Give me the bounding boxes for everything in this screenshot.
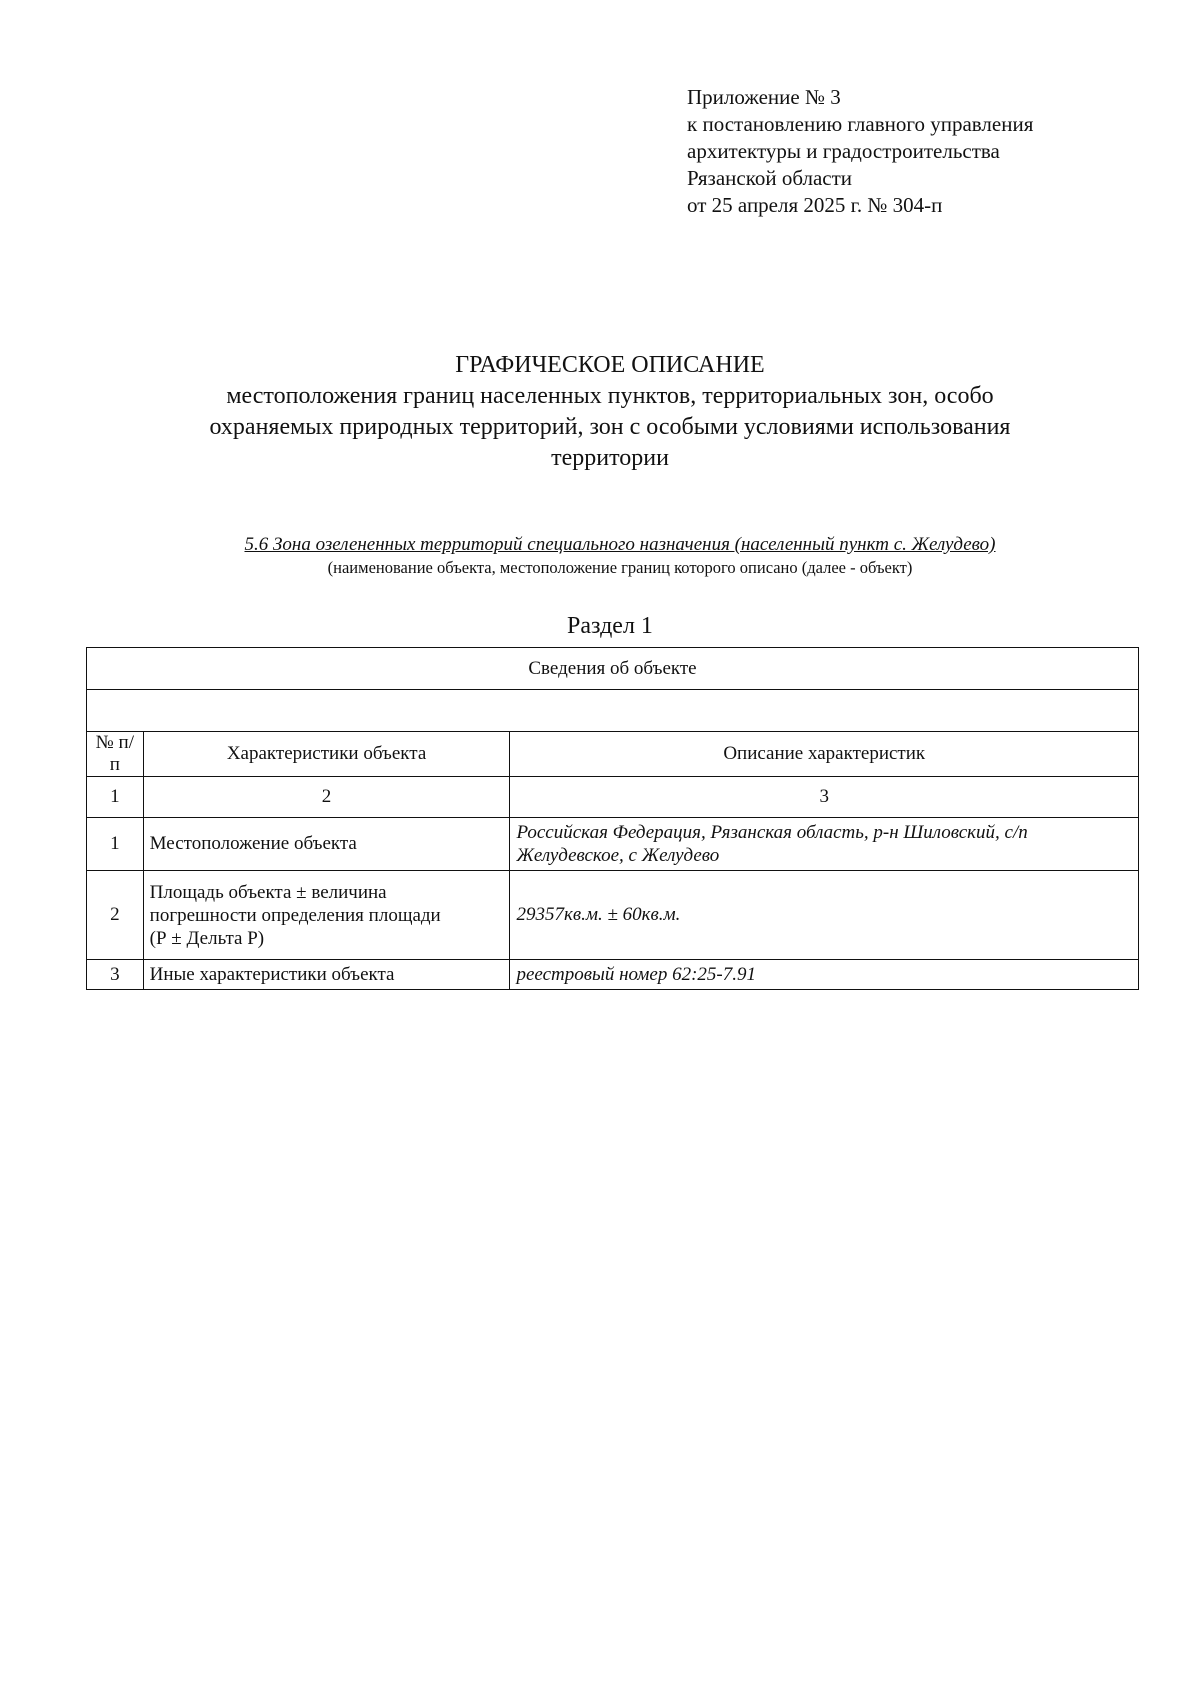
row-number: 3 — [87, 960, 144, 990]
row-description — [510, 818, 1139, 871]
object-name-caption: (наименование объекта, местоположение границ которого описано (далее - объект) — [327, 558, 913, 577]
table-header-row — [87, 732, 1139, 777]
table-row — [87, 818, 1139, 871]
object-name: 5.6 Зона озелененных территорий специального назначения (населенный пункт с. Желудево) — [244, 534, 996, 555]
column-header-description: Описание характеристик — [510, 732, 1139, 777]
characteristic-line: (Р ± Дельта Р) — [149, 927, 265, 949]
document-title — [130, 350, 1090, 474]
column-header-number: № п/п — [87, 732, 144, 777]
row-number: 1 — [87, 818, 144, 871]
description-line: Российская Федерация, Рязанская область, р-н Шиловский, с/п — [516, 822, 1028, 843]
table-empty-cell — [87, 690, 1139, 732]
table-row — [87, 960, 1139, 990]
object-info-table — [86, 647, 1139, 990]
row-characteristic — [143, 871, 510, 960]
table-empty-row — [87, 690, 1139, 732]
title-main: ГРАФИЧЕСКОЕ ОПИСАНИЕ — [455, 352, 765, 378]
row-description: реестровый номер 62:25-7.91 — [510, 960, 1139, 990]
appendix-header — [687, 84, 1033, 219]
appendix-line: Приложение № 3 — [687, 85, 841, 109]
row-number: 2 — [87, 871, 144, 960]
appendix-line: Рязанской области — [687, 166, 853, 190]
appendix-line: к постановлению главного управления — [687, 112, 1034, 136]
table-title-row — [87, 648, 1139, 690]
title-subtitle-line: охраняемых природных территорий, зон с особыми условиями использования — [209, 414, 1011, 440]
object-name-block — [100, 533, 1140, 579]
column-number: 3 — [510, 777, 1139, 818]
column-number: 2 — [143, 777, 510, 818]
description-line: Желудевское, с Желудево — [516, 845, 720, 866]
appendix-line: от 25 апреля 2025 г. № 304-п — [687, 193, 943, 217]
row-characteristic: Иные характеристики объекта — [143, 960, 510, 990]
appendix-line: архитектуры и градостроительства — [687, 139, 1000, 163]
column-number: 1 — [87, 777, 144, 818]
title-subtitle-line: территории — [551, 445, 669, 471]
row-description: 29357кв.м. ± 60кв.м. — [510, 871, 1139, 960]
title-subtitle-line: местоположения границ населенных пунктов, территориальных зон, особо — [226, 383, 994, 409]
characteristic-line: погрешности определения площади — [149, 904, 441, 926]
table-column-numbers-row — [87, 777, 1139, 818]
section-title: Раздел 1 — [567, 613, 653, 639]
row-characteristic: Местоположение объекта — [143, 818, 510, 871]
column-header-characteristic: Характеристики объекта — [143, 732, 510, 777]
characteristic-line: Площадь объекта ± величина — [149, 881, 387, 903]
table-title: Сведения об объекте — [87, 648, 1139, 690]
table-row — [87, 871, 1139, 960]
